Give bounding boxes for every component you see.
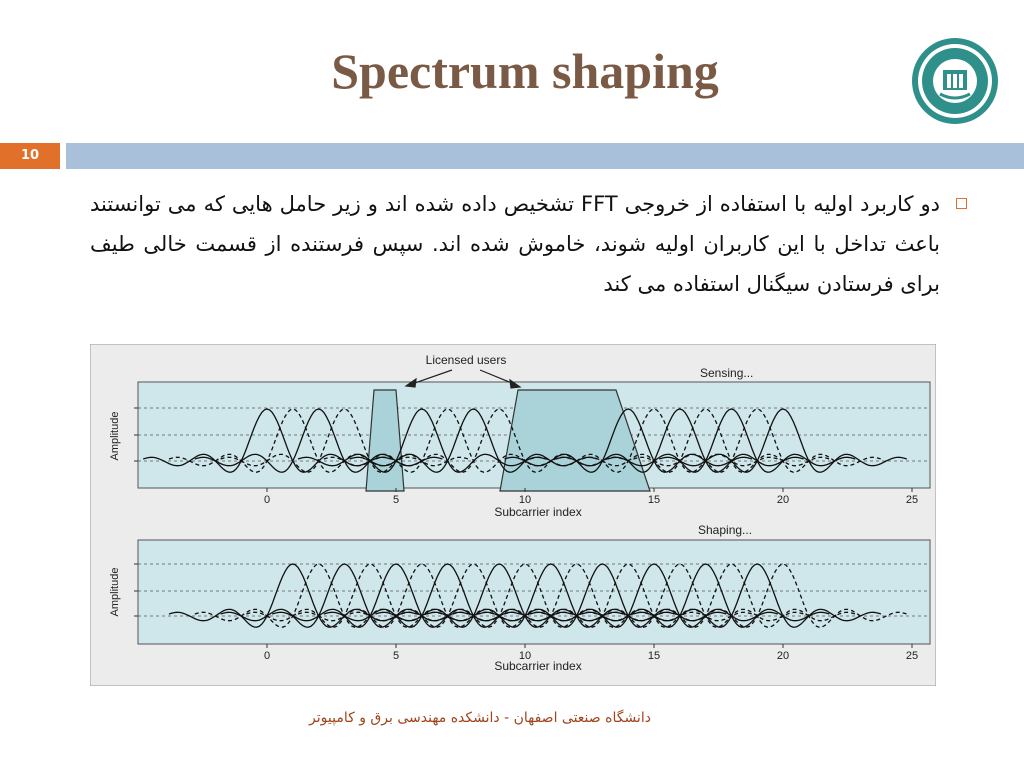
bottom-panel-label: Shaping...: [698, 523, 753, 537]
bullet-marker: [956, 198, 967, 209]
bottom-ylabel: Amplitude: [109, 567, 121, 617]
spectrum-figure-svg: [90, 344, 936, 686]
spectrum-figure: [90, 344, 936, 686]
licensed-users-label: Licensed users: [425, 353, 507, 367]
xtick-label: 10: [518, 494, 532, 506]
xtick-label: 5: [392, 494, 400, 506]
slide-title: Spectrum shaping: [331, 43, 719, 99]
top-xlabel: Subcarrier index: [494, 505, 582, 519]
xtick-label: 20: [776, 650, 790, 662]
xtick-label: 25: [905, 650, 919, 662]
xtick-label: 0: [263, 494, 271, 506]
xtick-label: 25: [905, 494, 919, 506]
xtick-label: 10: [518, 650, 532, 662]
slide-number: 10: [20, 148, 40, 163]
bullet-text: دو کاربرد اولیه با استفاده از خروجی FFT تشخیص داده شده اند و زیر حامل هایی که می توانستند باعث تداخل با این کاربران اولیه شوند، خاموش شده اند. سپس فرستنده از قسمت خالی طیف برای فرستادن سیگنال استفاده می کند: [90, 192, 940, 296]
xtick-label: 15: [647, 650, 661, 662]
xtick-label: 5: [392, 650, 400, 662]
top-panel-label: Sensing...: [700, 366, 754, 380]
xtick-label: 15: [647, 494, 661, 506]
xtick-label: 0: [263, 650, 271, 662]
top-ylabel: Amplitude: [109, 411, 121, 461]
header-bar: [66, 143, 1024, 169]
university-logo: [910, 36, 1000, 126]
footer-text: دانشگاه صنعتی اصفهان - دانشکده مهندسی برق و کامپیوتر: [309, 710, 651, 726]
bottom-xlabel: Subcarrier index: [494, 659, 582, 673]
xtick-label: 20: [776, 494, 790, 506]
